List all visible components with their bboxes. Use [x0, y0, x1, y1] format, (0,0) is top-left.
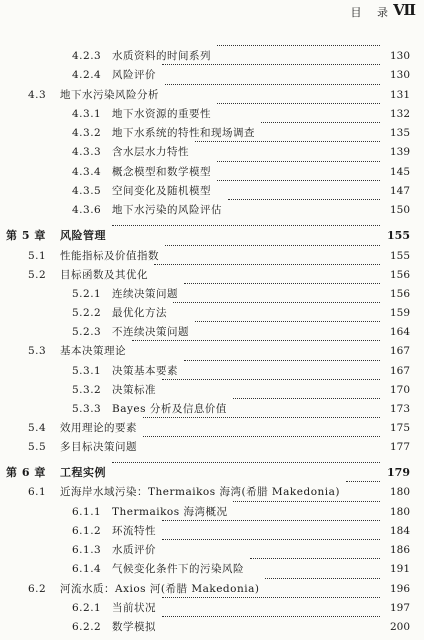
toc-entry-number: 6.2.1 [72, 602, 102, 614]
toc-entry-page: 159 [389, 307, 410, 319]
toc-entry-number: 4.3.6 [72, 204, 102, 216]
dot-leader [112, 462, 380, 463]
toc-entry-page: 156 [389, 269, 410, 281]
toc-entry-number: 6.2 [28, 583, 47, 595]
toc-entry [0, 481, 424, 503]
dot-leader [195, 141, 380, 142]
toc-entry-number: 4.3 [28, 89, 47, 101]
toc-entry-number: 5.2.1 [72, 288, 102, 300]
toc-entry-title: 含水层水力特性 [112, 146, 189, 158]
dot-leader [112, 225, 380, 226]
toc-entry [0, 141, 424, 163]
toc-entry-number: 4.3.4 [72, 166, 102, 178]
dot-leader [162, 616, 380, 617]
toc-entry-number: 第 5 章 [6, 229, 46, 242]
toc-entry-page: 170 [389, 384, 410, 396]
dot-leader [346, 481, 380, 482]
toc-entry-number: 6.1.1 [72, 506, 102, 518]
toc-entry-page: 186 [389, 544, 410, 556]
page-header [0, 0, 424, 22]
toc-entry [0, 558, 424, 580]
toc-entry-number: 4.3.1 [72, 108, 102, 120]
dot-leader [217, 180, 380, 181]
toc-entry-page: 173 [389, 403, 410, 415]
toc-entry-number: 5.3 [28, 345, 47, 357]
toc-entry-title: 水质资料的时间系列 [112, 50, 211, 62]
dot-leader [217, 45, 380, 46]
dot-leader [233, 398, 380, 399]
toc-entry-page: 167 [389, 345, 410, 357]
toc-entry-title: Bayes 分析及信息价值 [112, 403, 227, 415]
toc-entry-title: 地下水系统的特性和现场调查 [112, 127, 255, 139]
toc-entry-number: 6.1.3 [72, 544, 102, 556]
toc-entry-title: 地下水污染风险分析 [60, 89, 159, 101]
dot-leader [195, 321, 380, 322]
toc-entry-page: 139 [389, 146, 410, 158]
toc-entry-page: 177 [389, 441, 410, 453]
dot-leader [162, 64, 380, 65]
toc-entry-title: 河流水质：Axios 河(希腊 Makedonia) [60, 583, 260, 595]
toc-entry-title: 水质评价 [112, 544, 156, 556]
toc-entry-number: 5.2 [28, 269, 47, 281]
toc-entry-title: 连续决策问题 [112, 288, 178, 300]
toc-entry-number: 5.1 [28, 250, 47, 262]
toc-entry-page: 197 [389, 602, 410, 614]
toc-entry-number: 5.5 [28, 441, 47, 453]
toc-entry-title: 目标函数及其优化 [60, 269, 148, 281]
dot-leader [165, 84, 380, 85]
toc-entry-page: 155 [387, 229, 410, 242]
page-number: Ⅶ [393, 1, 416, 19]
toc-entry [0, 616, 424, 638]
toc-entry-title: 多目标决策问题 [60, 441, 137, 453]
toc-entry-number: 4.3.2 [72, 127, 102, 139]
toc-entry-number: 4.2.3 [72, 50, 102, 62]
toc-entry-title: 地下水污染的风险评估 [112, 204, 222, 216]
dot-leader [154, 264, 380, 265]
toc-entry-title: 不连续决策问题 [112, 326, 189, 338]
toc-entry-number: 4.3.3 [72, 146, 102, 158]
toc-entry-title: 性能指标及价值指数 [60, 250, 159, 262]
dot-leader [143, 436, 380, 437]
dot-leader [228, 199, 380, 200]
toc-entry-title: 工程实例 [60, 466, 106, 479]
dot-leader [162, 597, 380, 598]
toc-entry-number: 5.2.2 [72, 307, 102, 319]
toc-entry-number: 5.3.2 [72, 384, 102, 396]
toc-entry-page: 196 [389, 583, 410, 595]
dot-leader [217, 161, 380, 162]
toc-entry-title: 近海岸水域污染：Thermaikos 海湾(希腊 Makedonia) [60, 486, 341, 498]
toc-entry-page: 164 [389, 326, 410, 338]
dot-leader [165, 245, 380, 246]
toc-entry-page: 135 [389, 127, 410, 139]
toc-entry-page: 145 [389, 166, 410, 178]
toc-entry-title: 概念模型和数学模型 [112, 166, 211, 178]
toc-entry-page: 132 [389, 108, 410, 120]
toc-entry-title: 当前状况 [112, 602, 156, 614]
toc-entry-number: 4.3.5 [72, 185, 102, 197]
toc-entry-number: 6.1 [28, 486, 47, 498]
dot-leader [184, 360, 380, 361]
toc-entry-page: 179 [387, 466, 410, 479]
toc-entry-number: 第 6 章 [6, 466, 46, 479]
toc-entry-number: 5.2.3 [72, 326, 102, 338]
toc-entry-page: 147 [389, 185, 410, 197]
toc-entry-title: 效用理论的要素 [60, 422, 137, 434]
toc-entry-title: 决策标准 [112, 384, 156, 396]
toc-entry-title: 最优化方法 [112, 307, 167, 319]
dot-leader [265, 578, 380, 579]
toc-entry-number: 5.3.3 [72, 403, 102, 415]
dot-leader [173, 302, 380, 303]
toc-entry-page: 150 [389, 204, 410, 216]
dot-leader [162, 520, 380, 521]
toc-entry-title: 决策基本要素 [112, 365, 178, 377]
dot-leader [162, 379, 380, 380]
toc-entry [0, 199, 424, 221]
toc-entry-title: 空间变化及随机模型 [112, 185, 211, 197]
running-title: 目 录 [350, 6, 394, 19]
toc-entry-title: 环流特性 [112, 525, 156, 537]
toc-entry-title: 基本决策理论 [60, 345, 126, 357]
dot-leader [162, 539, 380, 540]
toc-entry-title: 数学模拟 [112, 621, 156, 633]
toc-entry-title: Thermaikos 海湾概况 [112, 506, 228, 518]
toc-entry-page: 155 [389, 250, 410, 262]
toc-entry-page: 184 [389, 525, 410, 537]
dot-leader [233, 501, 380, 502]
toc-entry-number: 5.4 [28, 422, 47, 434]
dot-leader [217, 103, 380, 104]
toc-entry [0, 340, 424, 362]
toc-entry-title: 地下水资源的重要性 [112, 108, 211, 120]
toc-entry-page: 180 [389, 506, 410, 518]
dot-leader [143, 417, 380, 418]
toc-entry-page: 191 [389, 563, 410, 575]
toc-entry-page: 167 [389, 365, 410, 377]
toc-entry-page: 180 [389, 486, 410, 498]
toc-entry [0, 436, 424, 458]
toc-entry-number: 6.1.4 [72, 563, 102, 575]
toc-entry-page: 156 [389, 288, 410, 300]
toc-entry [0, 64, 424, 86]
toc-chapter-entry [0, 225, 424, 247]
dot-leader [250, 558, 380, 559]
dot-leader [261, 122, 380, 123]
toc-entry-page: 175 [389, 422, 410, 434]
toc-entry-number: 6.2.2 [72, 621, 102, 633]
dot-leader [132, 340, 380, 341]
toc-entry-title: 风险管理 [60, 229, 106, 242]
toc-entry-page: 131 [389, 89, 410, 101]
toc-entry-number: 5.3.1 [72, 365, 102, 377]
toc-entry-number: 4.2.4 [72, 69, 102, 81]
dot-leader [184, 283, 380, 284]
toc-entry-title: 气候变化条件下的污染风险 [112, 563, 244, 575]
toc-entry-page: 130 [389, 69, 410, 81]
toc-entry-page: 130 [389, 50, 410, 62]
toc-entry-page: 200 [389, 621, 410, 633]
toc-entry-number: 6.1.2 [72, 525, 102, 537]
toc-entry-title: 风险评价 [112, 69, 156, 81]
